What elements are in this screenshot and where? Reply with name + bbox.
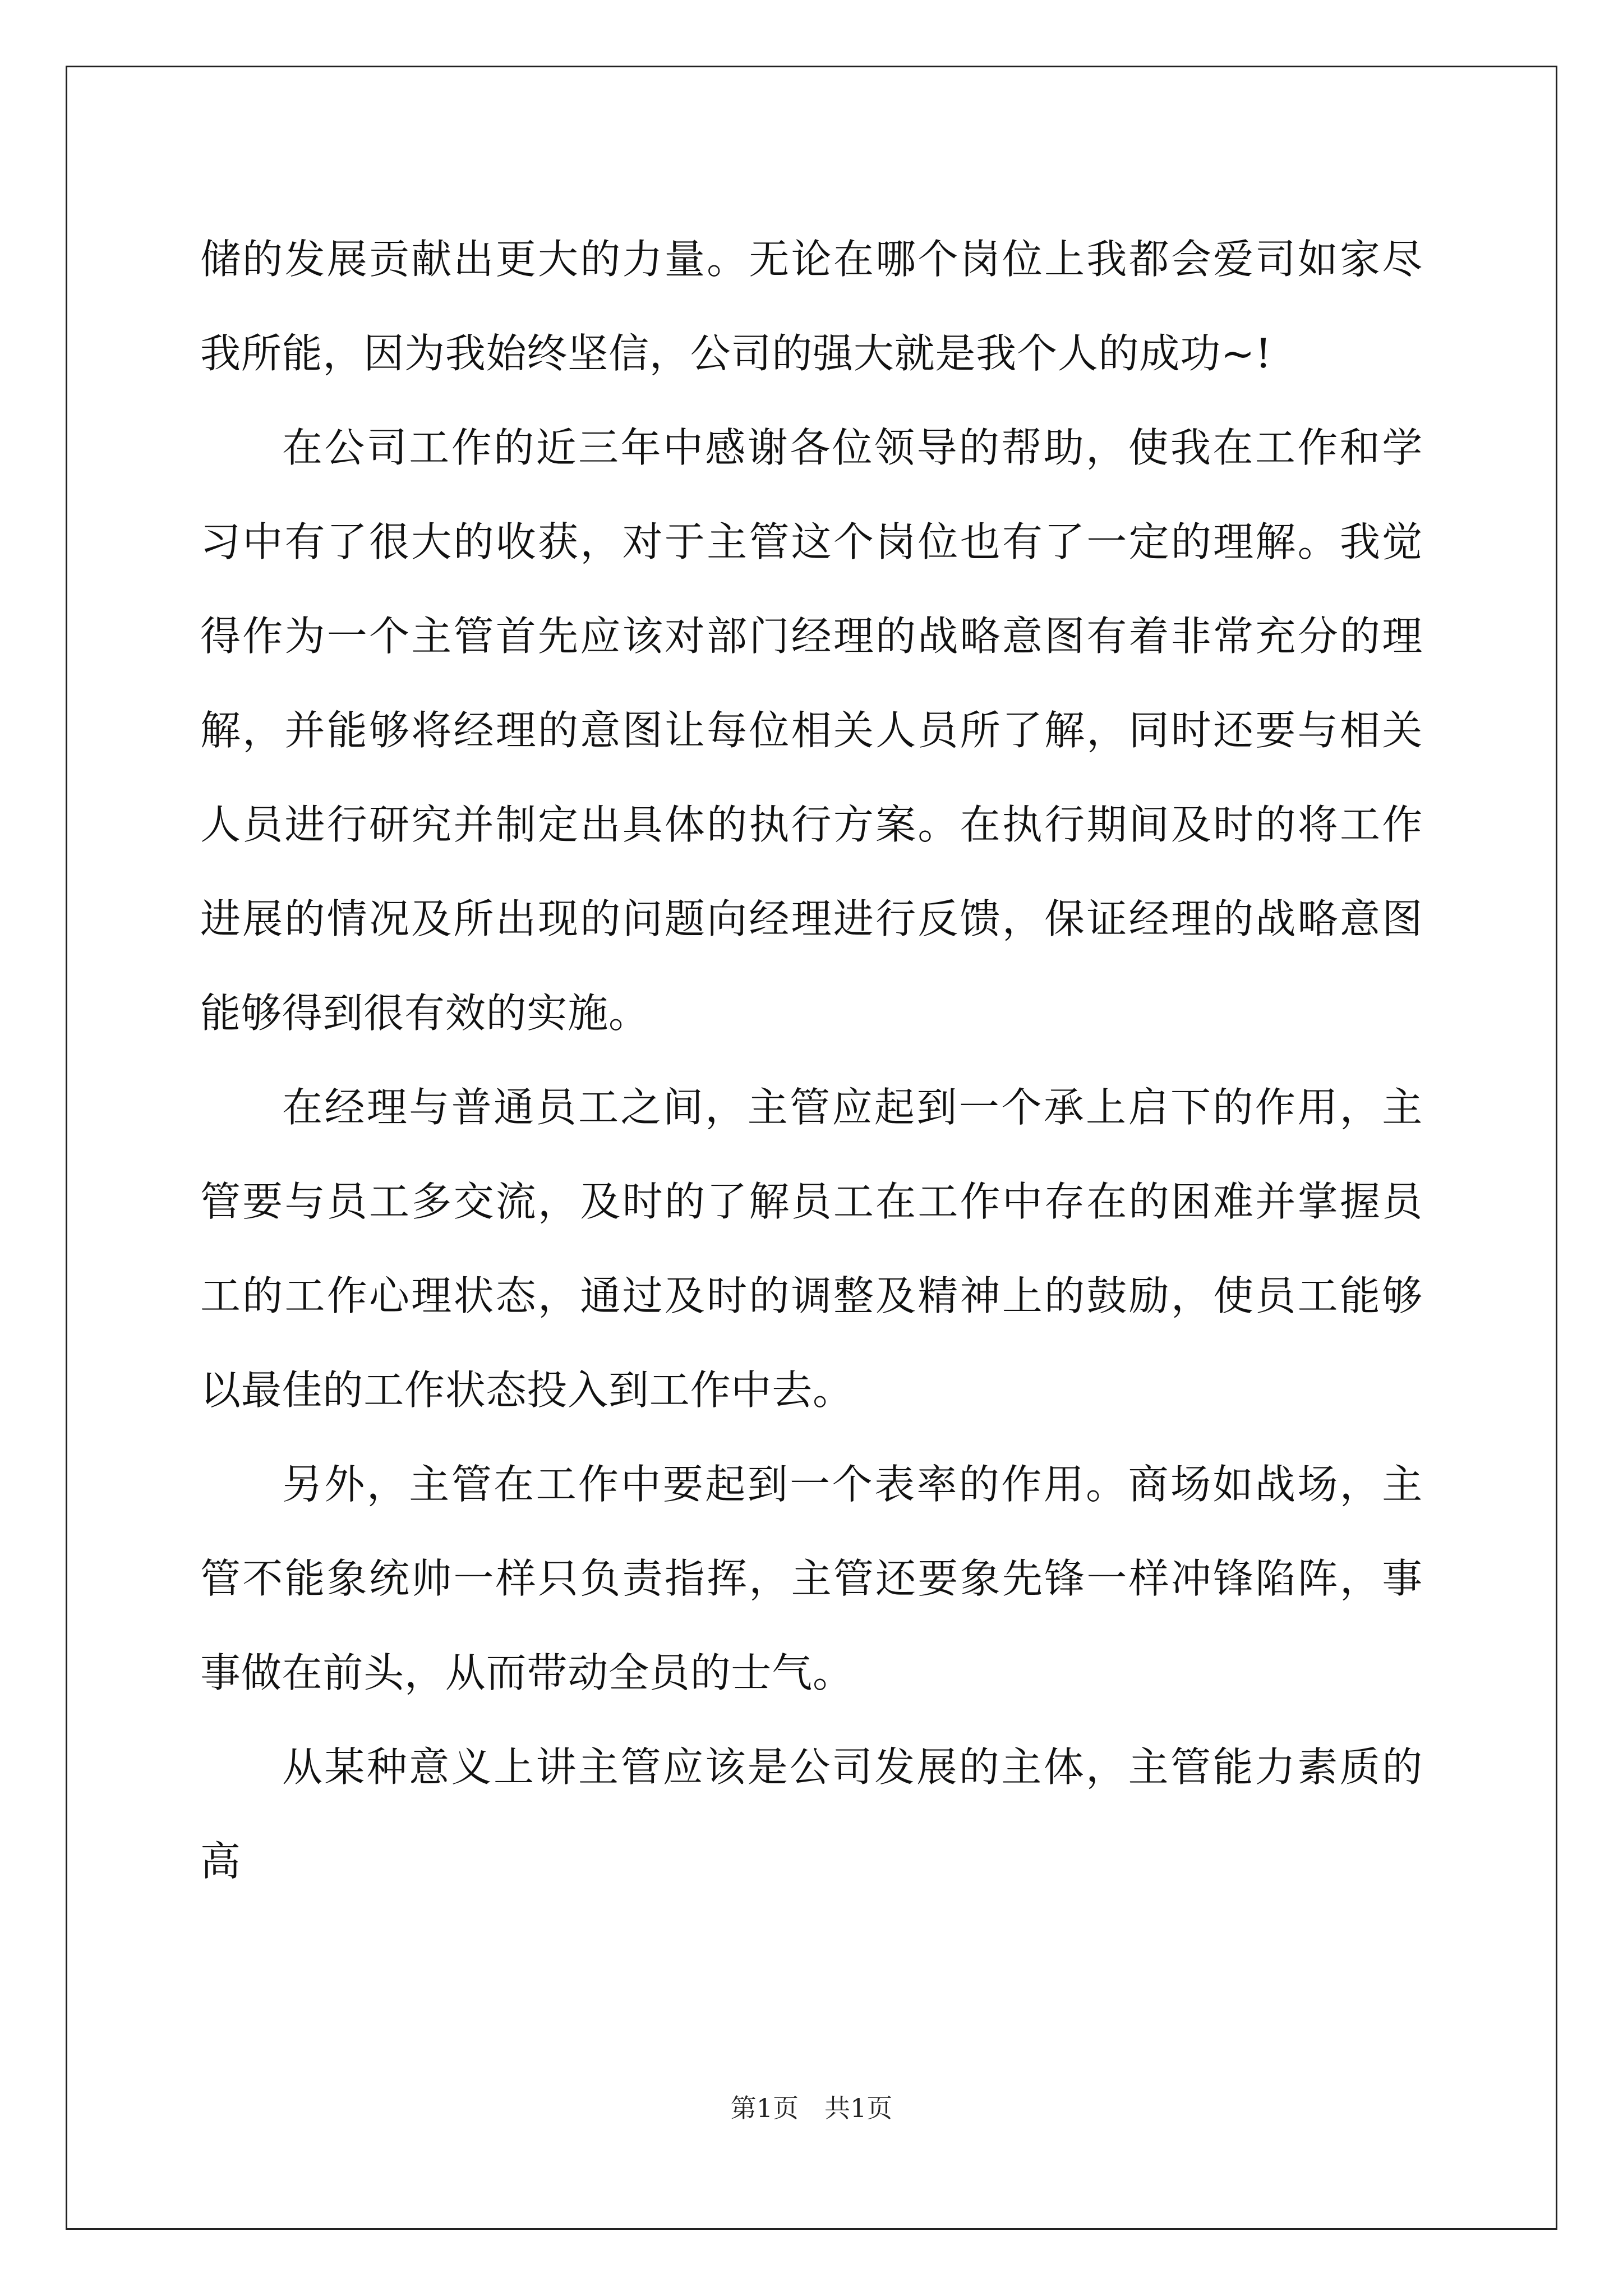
- paragraph-2: 在公司工作的近三年中感谢各位领导的帮助，使我在工作和学习中有了很大的收获，对于主管这个岗位也有了一定的理解。我觉得作为一个主管首先应该对部门经理的战略意图有着非常充分的理解，并能够将经理的意图让每位相关人员所了解，同时还要与相关人员进行研究并制定出具体的执行方案。在执行期间及时的将工作进展的情况及所出现的问题向经理进行反馈，保证经理的战略意图能够得到很有效的实施。: [200, 424, 1423, 1037]
- paragraph-3: 在经理与普通员工之间，主管应起到一个承上启下的作用，主管要与员工多交流，及时的了解员工在工作中存在的困难并掌握员工的工作心理状态，通过及时的调整及精神上的鼓励，使员工能够以最佳的工作状态投入到工作中去。: [200, 1084, 1423, 1414]
- paragraph-1: 储的发展贡献出更大的力量。无论在哪个岗位上我都会爱司如家尽我所能，因为我始终坚信，公司的强大就是我个人的成功~!: [200, 236, 1423, 377]
- paragraph-4: 另外，主管在工作中要起到一个表率的作用。商场如战场，主管不能象统帅一样只负责指挥，主管还要象先锋一样冲锋陷阵，事事做在前头，从而带动全员的士气。: [200, 1461, 1423, 1696]
- document-body: [200, 212, 1423, 1908]
- page-number: 第1页 共1页: [730, 2093, 893, 2123]
- paragraph-5: 从某种意义上讲主管应该是公司发展的主体，主管能力素质的高: [200, 1743, 1423, 1885]
- page-footer: [0, 2091, 1623, 2125]
